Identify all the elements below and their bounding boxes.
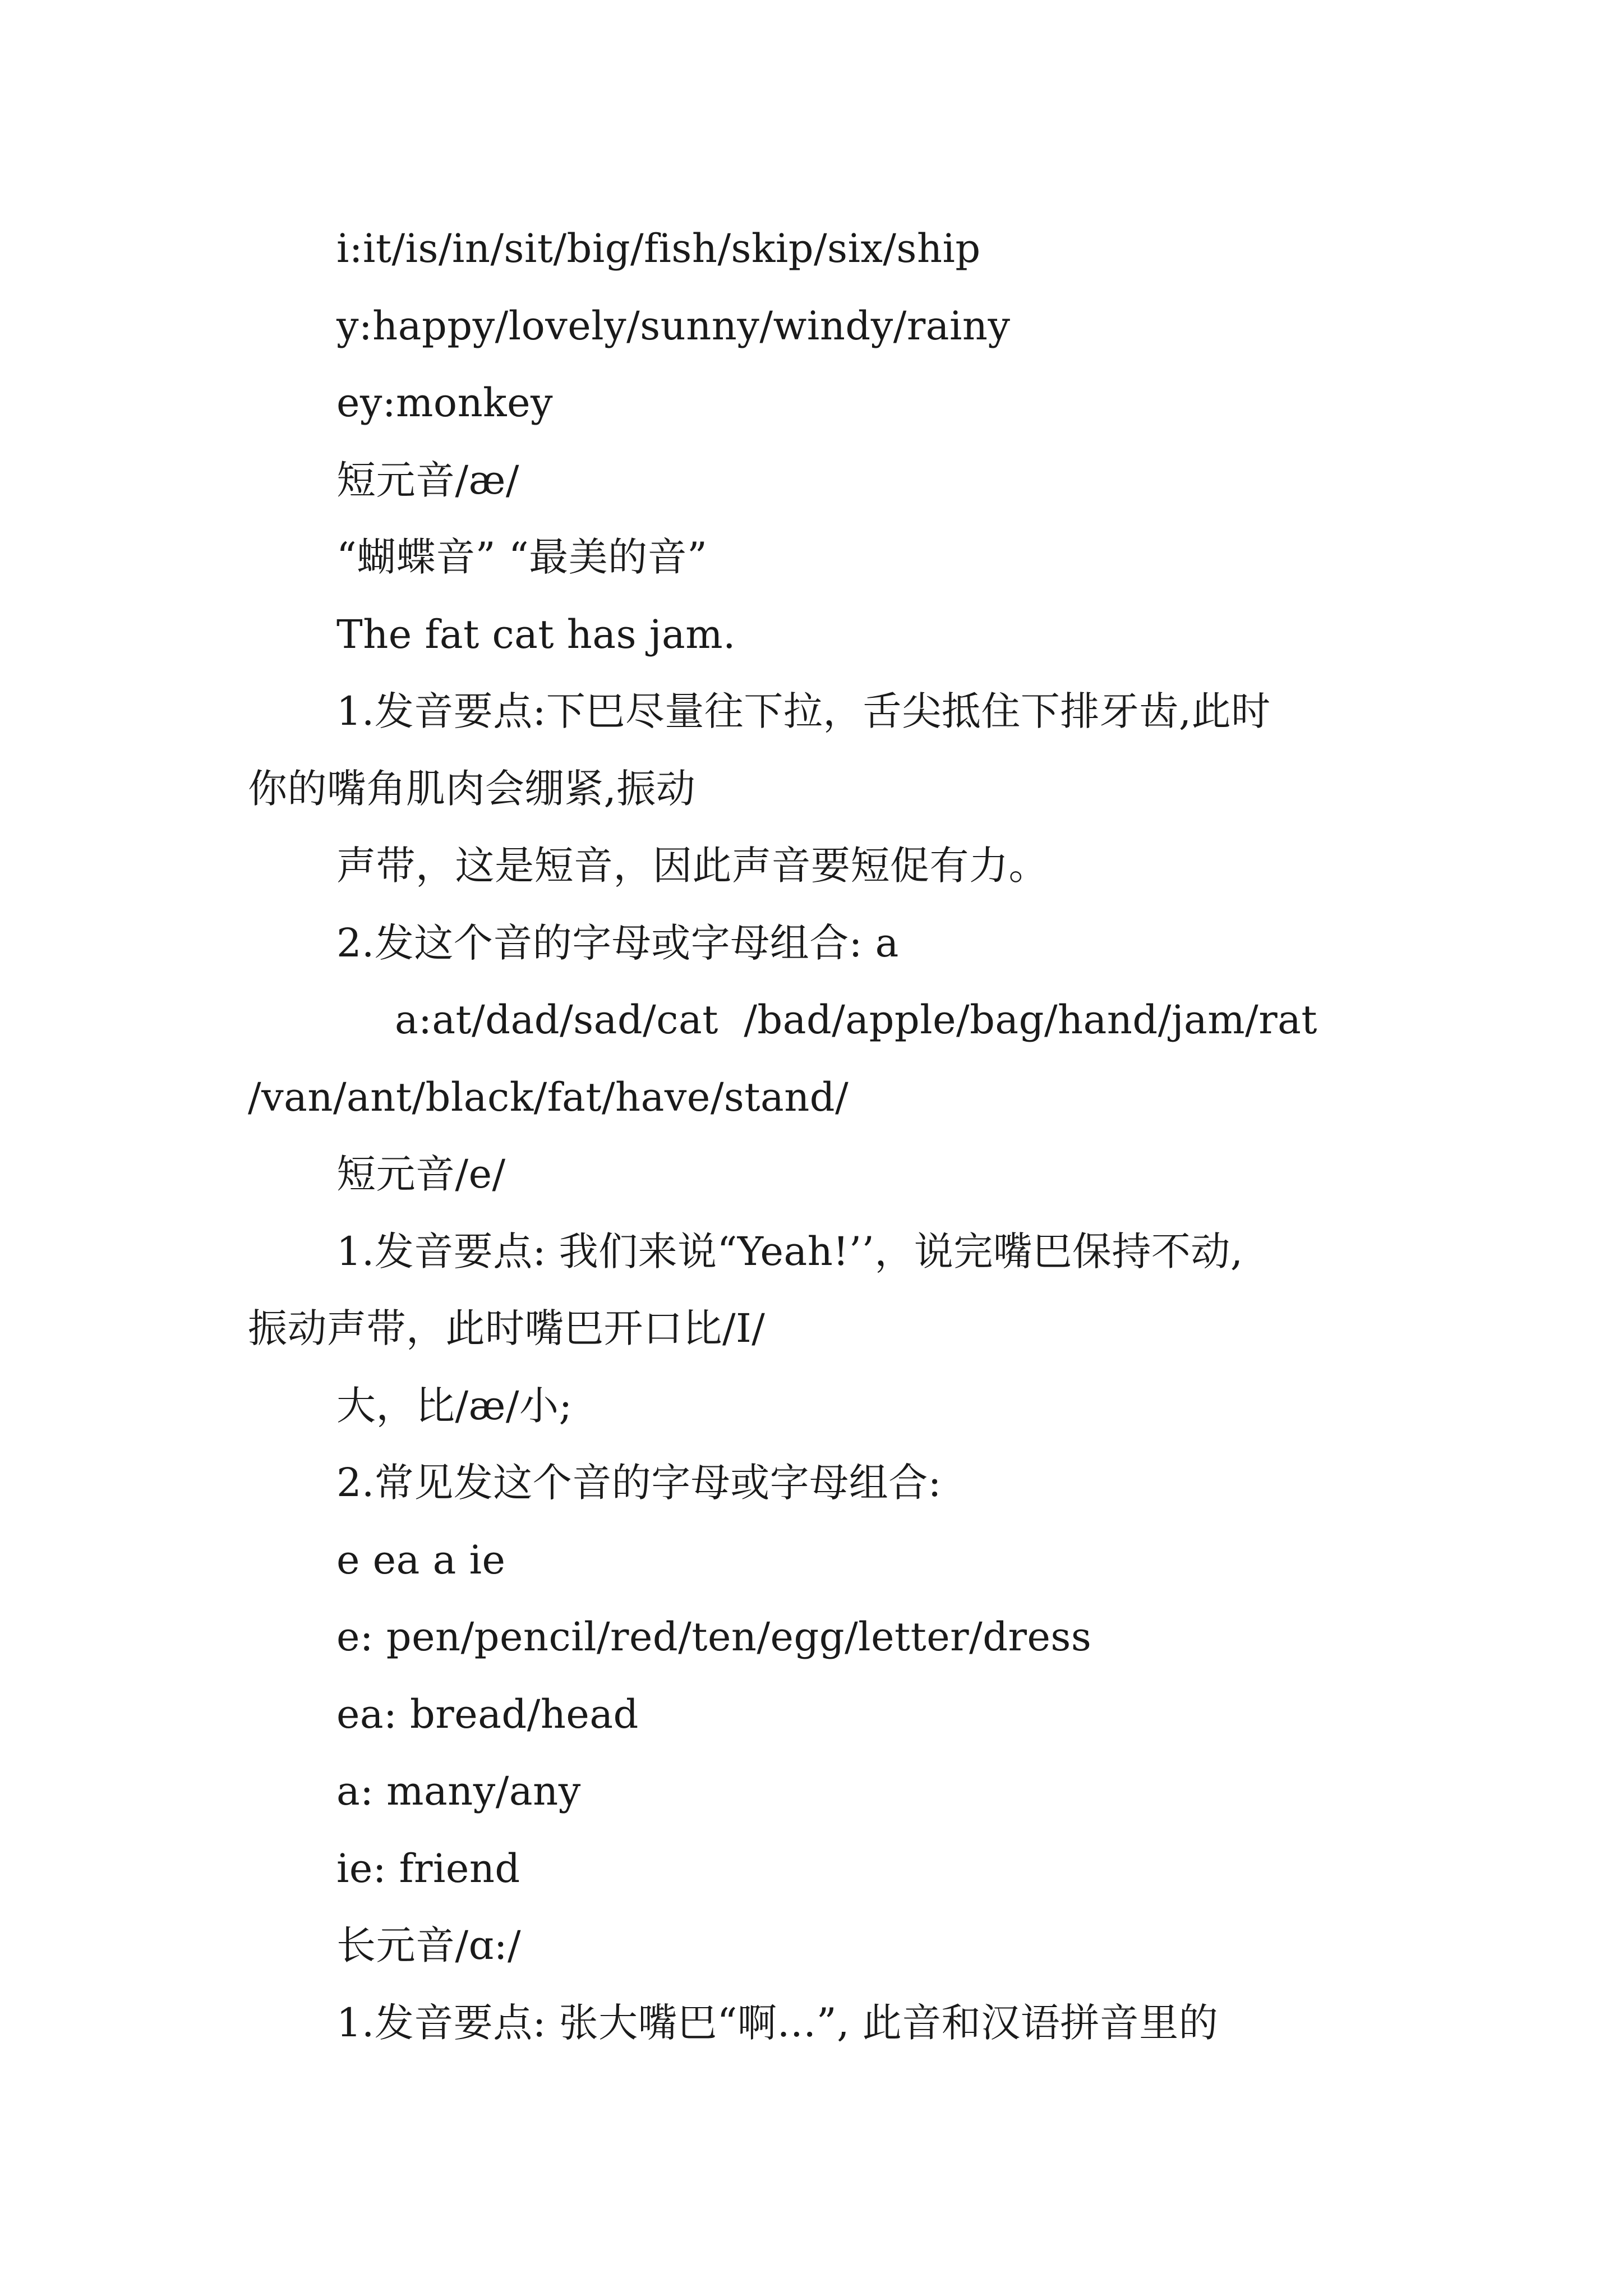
text-line: ie: friend (336, 1845, 520, 1892)
text-line: 声带，这是短音，因此声音要短促有力。 (336, 843, 1048, 889)
text-line: ey:monkey (336, 380, 554, 426)
text-line: 你的嘴角肌肉会绷紧,振动 (248, 765, 696, 812)
example-sentence: The fat cat has jam. (336, 611, 736, 657)
text-line: e ea a ie (336, 1536, 506, 1583)
text-line: 1.发音要点: 张大嘴巴“啊…”, 此音和汉语拼音里的 (336, 1999, 1219, 2046)
text-line: a: many/any (336, 1768, 581, 1814)
section-heading: 短元音/e/ (336, 1151, 506, 1197)
text-line: /van/ant/black/fat/have/stand/ (248, 1074, 849, 1120)
document-body (248, 210, 1392, 2062)
text-line: 振动声带，此时嘴巴开口比/I/ (248, 1305, 766, 1351)
text-line: 2.常见发这个音的字母或字母组合: (336, 1460, 942, 1506)
text-line: ea: bread/head (336, 1691, 639, 1737)
text-line: a:at/dad/sad/cat /bad/apple/bag/hand/jam/rat (395, 997, 1318, 1043)
text-line: i:it/is/in/sit/big/fish/skip/six/ship (336, 226, 981, 272)
text-line: 大，比/æ/小; (336, 1382, 573, 1429)
section-heading: 长元音/ɑ:/ (336, 1922, 522, 1968)
text-line: “蝴蝶音” “最美的音” (336, 534, 708, 580)
section-heading: 短元音/æ/ (336, 457, 519, 503)
text-line: 2.发这个音的字母或字母组合: a (336, 919, 899, 966)
text-line: e: pen/pencil/red/ten/egg/letter/dress (336, 1614, 1092, 1660)
text-line: 1.发音要点:下巴尽量往下拉，舌尖抵住下排牙齿,此时 (336, 688, 1271, 734)
text-line: 1.发音要点: 我们来说“Yeah!’’，说完嘴巴保持不动, (336, 1228, 1243, 1274)
text-line: y:happy/lovely/sunny/windy/rainy (336, 302, 1011, 349)
